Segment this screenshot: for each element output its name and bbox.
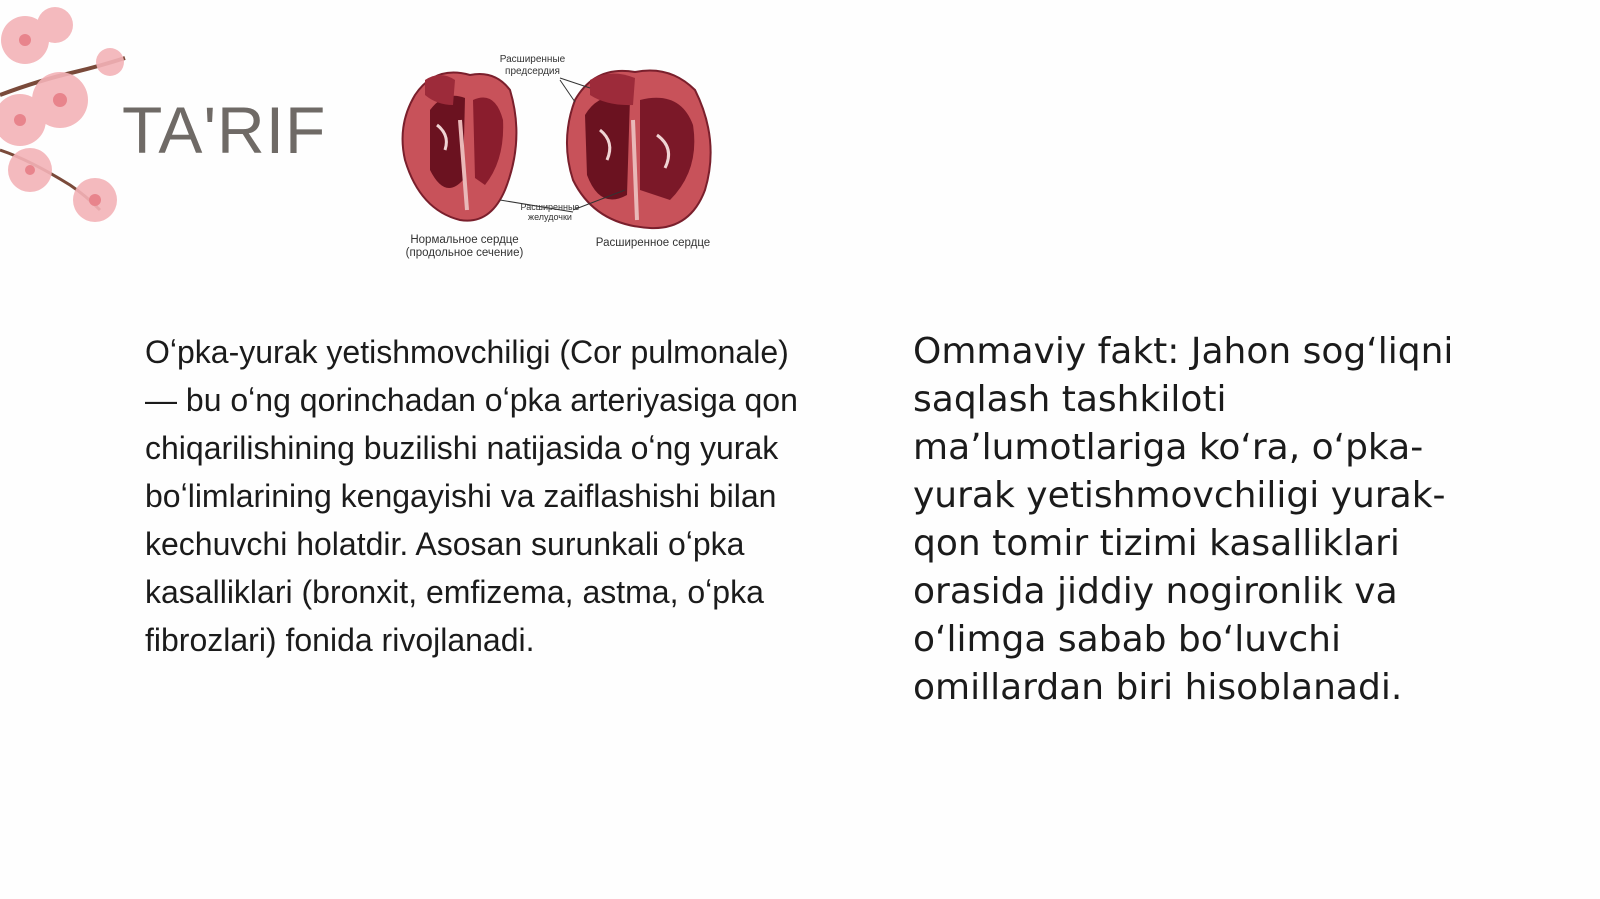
label-enlarged-atria: Расширенные предсердия [499, 54, 566, 77]
label-enlarged-ventricles: Расширенные желудочки [520, 202, 580, 223]
definition-text: Oʻpka-yurak yetishmovchiligi (Cor pulmonale) — bu oʻng qorinchadan oʻpka arteriyasiga qon chiqarilishining buzilishi natijasida oʻng yurak boʻlimlarining kengayishi va zaiflashishi bilan kechuvchi holatdir. Asosan surunkali oʻpka kasalliklari (bronxit, emfizema, astma, oʻpka fibrozlari) fonida rivojlanadi. [145, 334, 798, 658]
label-enlarged-heart: Расширенное сердце [595, 237, 711, 249]
slide-title: TA'RIF [122, 93, 327, 167]
heart-illustration [395, 50, 735, 270]
cherry-blossom-decoration [0, 0, 140, 250]
normal-heart [403, 73, 517, 221]
label-normal-heart: Нормальное сердце (продольное сечение) [405, 234, 524, 260]
fact-text: Ommaviy fakt: Jahon sogʻliqni saqlash tashkiloti maʼlumotlariga koʻra, oʻpka-yurak yetishmovchiligi yurak-qon tomir tizimi kasalliklari orasida jiddiy nogironlik va oʻlimga sabab boʻluvchi omillardan biri hisoblanadi. [913, 331, 1454, 708]
